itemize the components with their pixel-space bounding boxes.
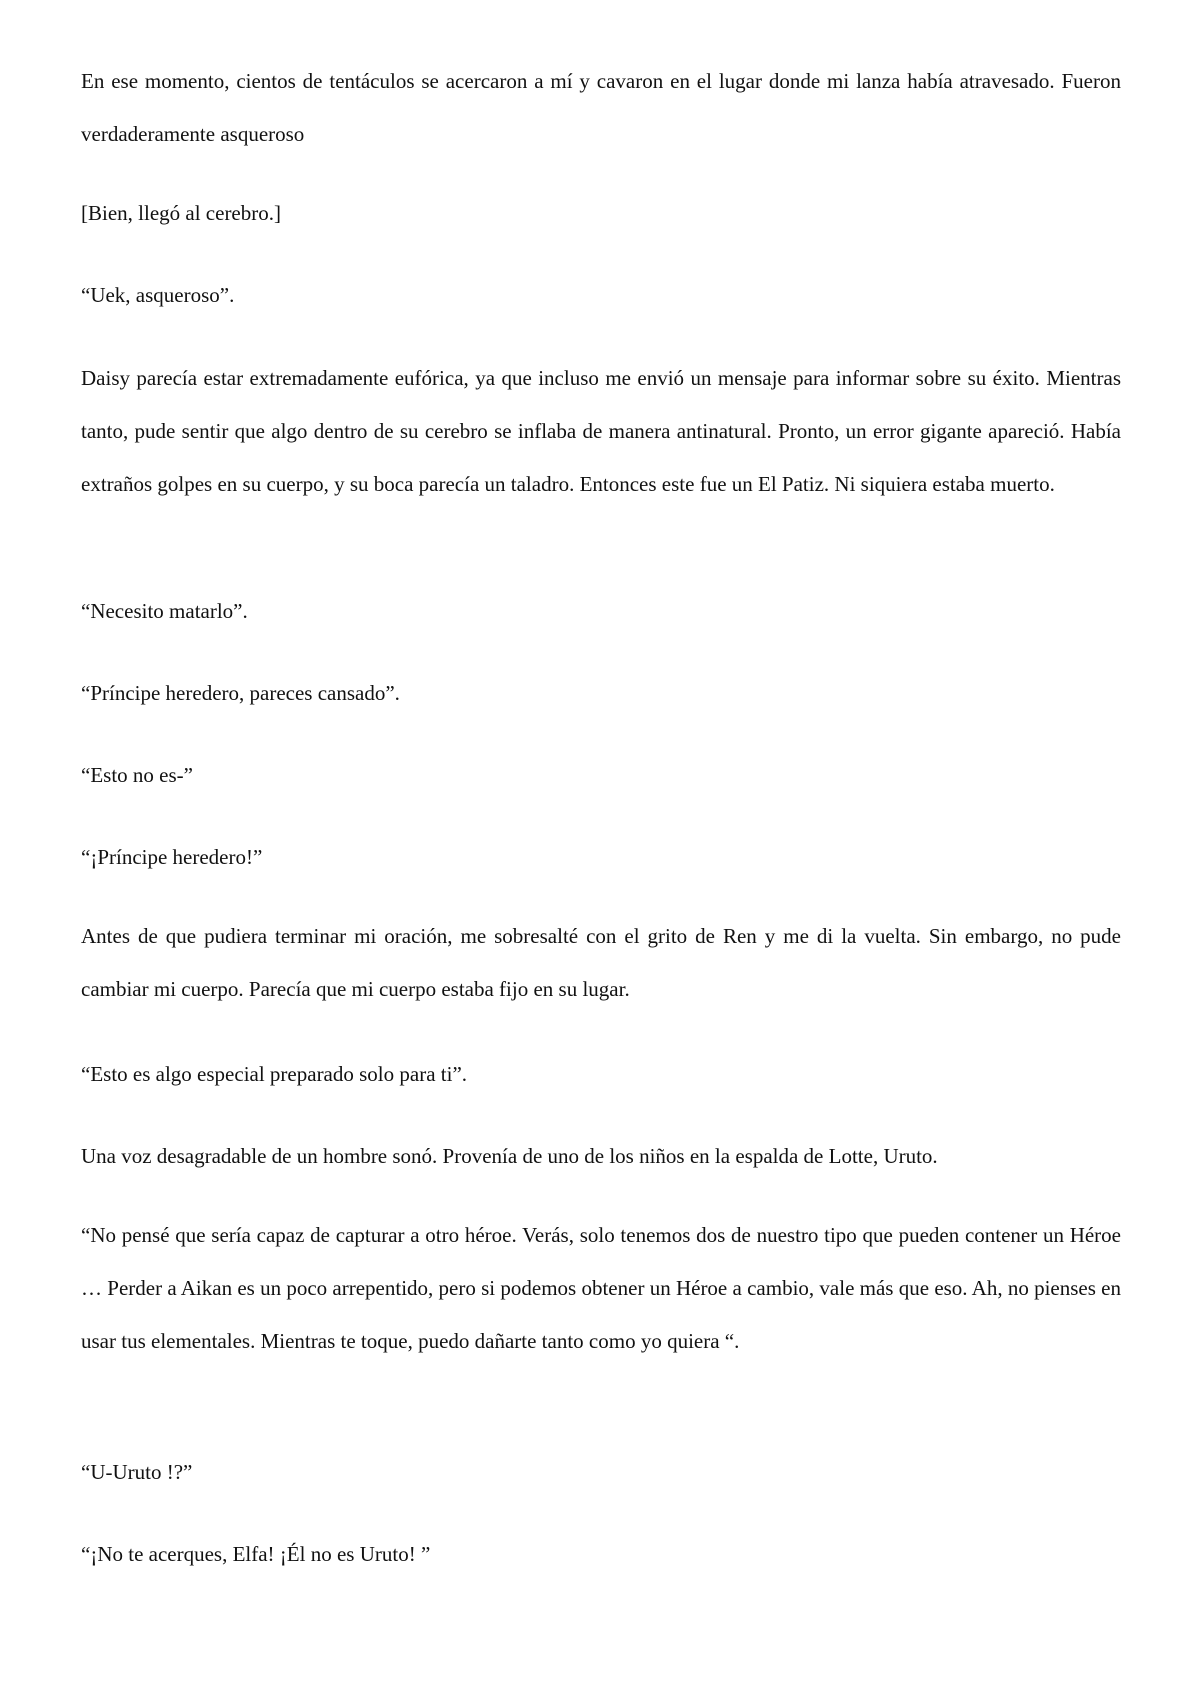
paragraph-this-is-not: “Esto no es-” [81,763,193,787]
paragraph-tentacles: En ese momento, cientos de tentáculos se acercaron a mí y cavaron en el lugar donde mi lanza había atravesado. Fueron verdaderamente asqueroso [81,69,1121,146]
paragraph-daisy: Daisy parecía estar extremadamente eufórica, ya que incluso me envió un mensaje para informar sobre su éxito. Mientras tanto, pude sentir que algo dentro de su cerebro se inflaba de manera antinatural. Pronto, un error gigante apareció. Había extraños golpes en su cuerpo, y su boca parecía un taladro. Entonces este fue un El Patiz. Ni siquiera estaba muerto. [81,366,1121,496]
paragraph-u-uruto: “U-Uruto !?” [81,1460,193,1484]
paragraph-brain-reached: [Bien, llegó al cerebro.] [81,201,281,225]
paragraph-crown-prince-shout: “¡Príncipe heredero!” [81,845,263,869]
paragraph-uek: “Uek, asqueroso”. [81,283,235,307]
paragraph-voice: Una voz desagradable de un hombre sonó. Provenía de uno de los niños en la espalda de Lotte, Uruto. [81,1144,938,1168]
paragraph-tired: “Príncipe heredero, pareces cansado”. [81,681,400,705]
paragraph-ren-shout: Antes de que pudiera terminar mi oración, me sobresalté con el grito de Ren y me di la vuelta. Sin embargo, no pude cambiar mi cuerpo. Parecía que mi cuerpo estaba fijo en su lugar. [81,924,1121,1001]
paragraph-elfa: “¡No te acerques, Elfa! ¡Él no es Uruto! ” [81,1542,431,1566]
paragraph-uruto-speech: “No pensé que sería capaz de capturar a otro héroe. Verás, solo tenemos dos de nuestro tipo que pueden contener un Héroe … Perder a Aikan es un poco arrepentido, pero si podemos obtener un Héroe a cambio, vale más que eso. Ah, no pienses en usar tus elementales. Mientras te toque, puedo dañarte tanto como yo quiera “. [81,1223,1121,1353]
paragraph-need-kill: “Necesito matarlo”. [81,599,248,623]
paragraph-special: “Esto es algo especial preparado solo para ti”. [81,1062,468,1086]
